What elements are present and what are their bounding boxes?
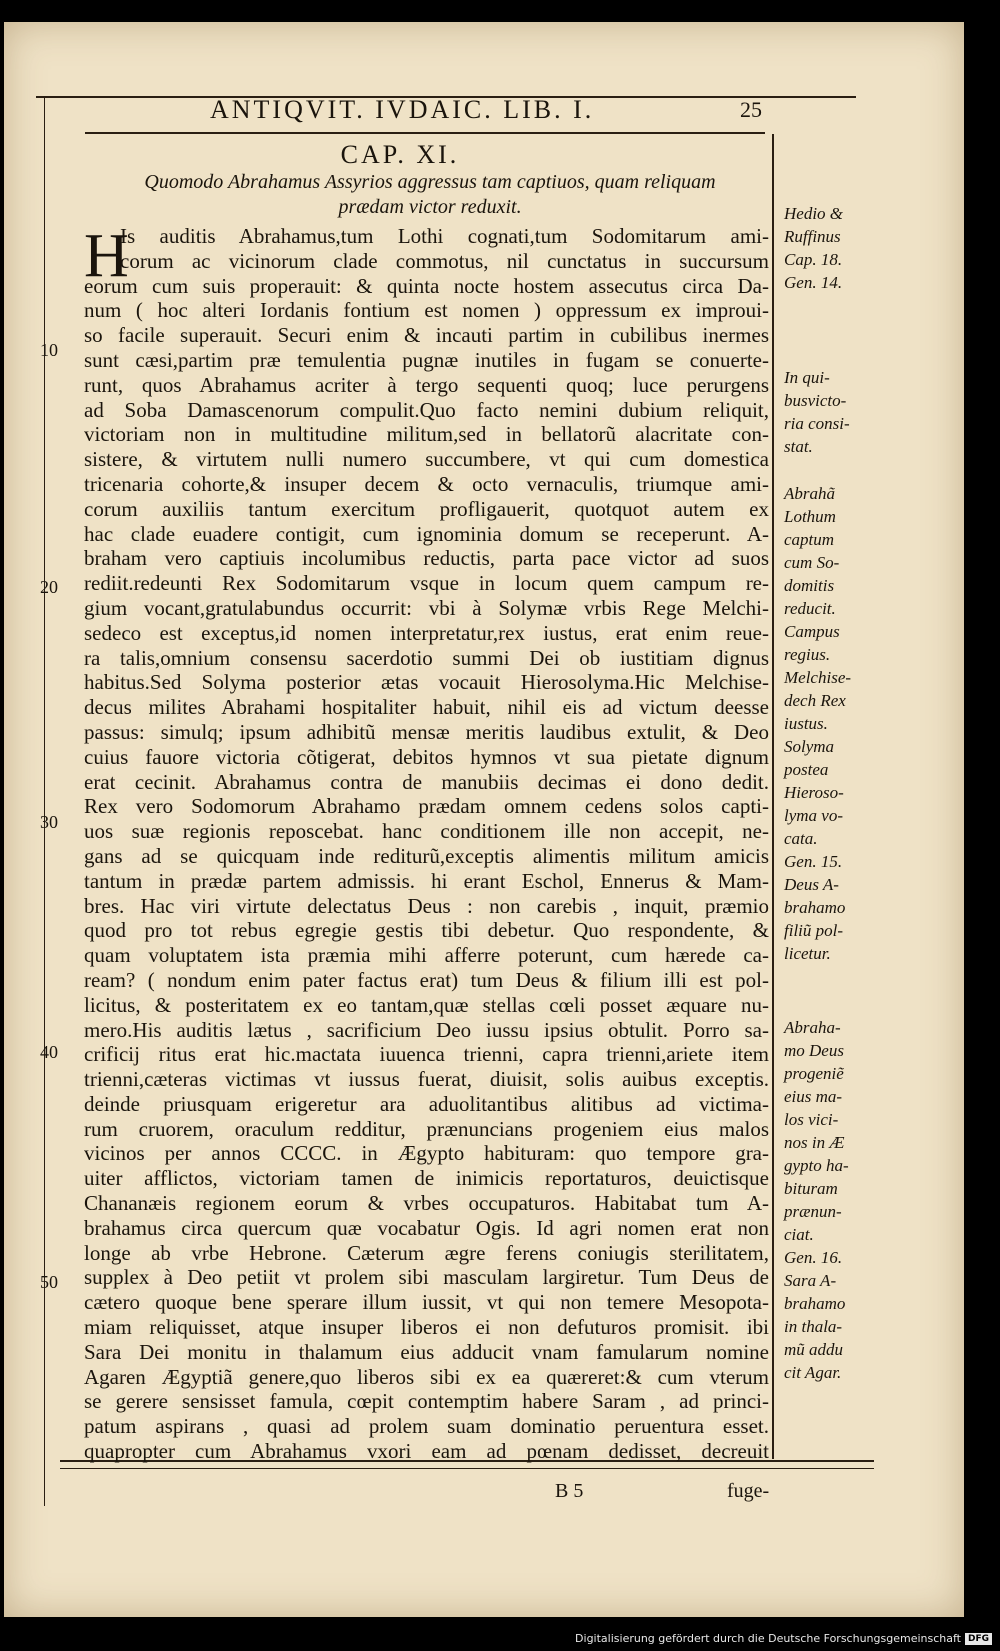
- marginal-line: Gen. 14.: [784, 273, 843, 292]
- text-line: sunt cæsi,partim præ temulentia pugnæ inutiles in fugam se conuerte-: [84, 347, 769, 372]
- line-number: 20: [40, 577, 58, 597]
- marginal-line: Abrahã: [784, 484, 835, 503]
- line-number: 30: [40, 812, 58, 832]
- text-line: hac clade euadere contigit, cum ignominia domum se receperunt. A-: [84, 521, 769, 546]
- marginal-line: eius ma-: [784, 1087, 843, 1106]
- marginal-line: In qui-: [784, 368, 830, 387]
- text-line: sistere, & virtutem nulli numero succumbere, vt qui cum domestica: [84, 447, 769, 472]
- marginal-line: bituram: [784, 1179, 838, 1198]
- marginal-note: [784, 1016, 874, 1384]
- marginal-line: brahamo: [784, 898, 846, 917]
- text-line: corum ac vicinorum clade commotus, nil cunctatus in succursum: [120, 248, 769, 273]
- text-line: tricenaria cohorte,& insuper decem & octo vernaculis, triumque ami-: [84, 471, 769, 496]
- text-line: uiter afflictos, victoriam tamen de inimicis reportaturos, deuictisque: [84, 1166, 769, 1191]
- marginal-line: Ruffinus: [784, 227, 841, 246]
- text-line: num ( hoc alteri Iordanis fontium est nomen ) oppressum ex improui-: [84, 298, 769, 323]
- body-text: [84, 224, 769, 1464]
- text-line: Rex vero Sodomorum Abrahamo prædam omnem cedens solos capti-: [84, 794, 769, 819]
- marginal-line: Hedio &: [784, 204, 844, 223]
- marginal-line: mũ addu: [784, 1340, 844, 1359]
- marginal-line: cit Agar.: [784, 1363, 842, 1382]
- text-line: erat cecinit. Abrahamus contra de manubiis decimas ei dono dedit.: [84, 769, 769, 794]
- marginal-line: los vici-: [784, 1110, 839, 1129]
- marginal-line: Deus A-: [784, 875, 839, 894]
- marginal-line: Cap. 18.: [784, 250, 843, 269]
- text-line: uos suæ regionis reposcebat. hanc conditionem ille non accepit, ne-: [84, 819, 769, 844]
- text-line: longe ab vrbe Hebrone. Cæterum ægre ferens coniugis sterilitatem,: [84, 1240, 769, 1265]
- digitization-credit: [575, 1632, 992, 1645]
- marginal-line: stat.: [784, 437, 813, 456]
- marginal-line: in thala-: [784, 1317, 843, 1336]
- text-line: patum aspirans , quasi ad prolem suam dominatio peruentura esset.: [84, 1414, 769, 1439]
- marginal-line: ria consi-: [784, 414, 850, 433]
- subtitle-line: prædam victor reduxit.: [338, 196, 522, 218]
- credit-text: Digitalisierung gefördert durch die Deutsche Forschungsgemeinschaft: [575, 1632, 961, 1645]
- text-line: mero.His auditis lætus , sacrificium Deo iussu ipsius obtulit. Porro sa-: [84, 1017, 769, 1042]
- drop-cap: H: [84, 222, 129, 290]
- marginal-line: captum: [784, 530, 835, 549]
- text-line: se gerere sensisset famula, cœpit contemptim habere Saram , ad princi-: [84, 1389, 769, 1414]
- text-line: cuius fauore victoria cõtigerat, debitos hymnos vt sua pietate dignum: [84, 744, 769, 769]
- text-line: Is auditis Abrahamus,tum Lothi cognati,tum Sodomitarum ami-: [120, 224, 769, 248]
- text-line: rum cruorem, oraculum redditur, prænuncians progeniem eius malos: [84, 1116, 769, 1141]
- chapter-heading: CAP. XI.: [340, 140, 460, 169]
- text-line: supplex à Deo petiit vt prolem sibi masculam largiretur. Tum Deus de: [84, 1265, 769, 1290]
- text-line: ream? ( nondum enim pater factus erat) tum Deus & filium illi est pol-: [84, 967, 769, 992]
- marginal-line: Lothum: [784, 507, 836, 526]
- marginal-line: reducit.: [784, 599, 836, 618]
- text-line: sedeco est exceptus,id nomen interpretatur,rex iustus, erat enim reue-: [84, 620, 769, 645]
- text-line: brahamus circa quercum quæ vocabatur Ogis. Id agri nomen erat non: [84, 1215, 769, 1240]
- marginal-line: prænun-: [784, 1202, 842, 1221]
- text-line: quod pro tot rebus egregie gestis tibi debetur. Quo respondente, &: [84, 918, 769, 943]
- marginal-line: Sara A-: [784, 1271, 837, 1290]
- text-line: vicinos per annos CCCC. in Ægypto habituram: quo tempore gra-: [84, 1141, 769, 1166]
- marginal-line: postea: [784, 760, 829, 779]
- dfg-logo: DFG: [965, 1633, 992, 1645]
- text-line: crificij ritus erat hic.mactata iuuenca trienni, capra trienni,ariete item: [84, 1042, 769, 1067]
- marginal-line: Abraha-: [784, 1018, 841, 1037]
- text-line: gium vocant,gratulabundus occurrit: vbi à Solymæ vrbis Rege Melchi-: [84, 595, 769, 620]
- marginal-line: regius.: [784, 645, 831, 664]
- header-rule: [85, 132, 765, 134]
- text-line: ra talis,omnium consensu sacerdotio summi Dei ob iustitiam dignus: [84, 645, 769, 670]
- marginal-note: [784, 366, 874, 458]
- left-margin-rule: [44, 96, 45, 1506]
- marginal-note: [784, 202, 874, 294]
- marginal-line: licetur.: [784, 944, 831, 963]
- marginal-line: mo Deus: [784, 1041, 844, 1060]
- marginal-line: progeniẽ: [784, 1064, 844, 1083]
- running-head: ANTIQVIT. IVDAIC. LIB. I.: [210, 95, 595, 124]
- marginal-line: Campus: [784, 622, 840, 641]
- marginal-line: gypto ha-: [784, 1156, 849, 1175]
- text-line: passus: simulq; ipsum adhibitũ mensæ meritis laudibus extulit, & Deo: [84, 719, 769, 744]
- text-line: cætero quoque bene sperare illum iussit, vt qui non temere Mesopota-: [84, 1290, 769, 1315]
- marginal-line: filiũ pol-: [784, 921, 844, 940]
- marginal-note: [784, 482, 874, 965]
- marginal-line: dech Rex: [784, 691, 846, 710]
- page-number: 25: [740, 97, 762, 122]
- text-line: rediit.redeunti Rex Sodomitarum vsque in locum quem campum re-: [84, 571, 769, 596]
- marginal-line: Hieroso-: [784, 783, 844, 802]
- text-line: trienni,cæteras victimas vt iussus fuerat, diuisit, solis auibus exceptis.: [84, 1067, 769, 1092]
- catchword: fuge-: [727, 1480, 770, 1502]
- text-line: victoriam non in multitudine militum,sed in bellatorũ alacritate con-: [84, 422, 769, 447]
- chapter-subtitle: [90, 170, 770, 220]
- text-line: licitus, & posteritatem ex eo tantam,quæ stellas cœli posset æquare nu-: [84, 992, 769, 1017]
- text-line: Chananæis regionem eorum & vrbes occupaturos. Habitabat tum A-: [84, 1191, 769, 1216]
- marginal-line: cum So-: [784, 553, 840, 572]
- signature-mark: B 5: [555, 1480, 584, 1502]
- marginal-line: Melchise-: [784, 668, 852, 687]
- subtitle-line: Quomodo Abrahamus Assyrios aggressus tam captiuos, quam reliquam: [144, 171, 716, 193]
- text-line: bres. Hac viri virtute delectatus Deus : non carebis , inquit, præmio: [84, 893, 769, 918]
- text-line: decus milites Abrahami hospitaliter habuit, nihil eis ad victum deesse: [84, 695, 769, 720]
- line-number: 40: [40, 1042, 58, 1062]
- text-line: so facile superauit. Securi enim & incauti partim in cubilibus inermes: [84, 323, 769, 348]
- marginal-line: lyma vo-: [784, 806, 844, 825]
- text-line: gans ad se quicquam inde rediturũ,exceptis alimentis militum amicis: [84, 843, 769, 868]
- line-number: 10: [40, 340, 58, 360]
- text-line: deinde priusquam erigeretur ara aduolitantibus alitibus ad victima-: [84, 1091, 769, 1116]
- text-line: miam reliquisset, atque insuper liberos ei non defuturos promisit. ibi: [84, 1315, 769, 1340]
- marginal-line: iustus.: [784, 714, 828, 733]
- text-line: ad Soba Damascenorum compulit.Quo facto nemini dubium reliquit,: [84, 397, 769, 422]
- text-line: Sara Dei monitu in thalamum eius adducit vnam famularum nomine: [84, 1339, 769, 1364]
- marginal-line: nos in Æ: [784, 1133, 845, 1152]
- marginal-line: Gen. 15.: [784, 852, 843, 871]
- text-line: quapropter cum Abrahamus vxori eam ad pœnam dedisset, decreuit: [84, 1439, 769, 1464]
- text-line: quam voluptatem ista præmia mihi afferre poterunt, cum hærede ca-: [84, 943, 769, 968]
- text-line: tantum in prædæ partem admissis. hi erant Eschol, Ennerus & Mam-: [84, 868, 769, 893]
- marginal-line: ciat.: [784, 1225, 814, 1244]
- text-line: eorum cum suis properauit: & quinta nocte hostem assecutus circa Da-: [84, 273, 769, 298]
- column-rule: [772, 134, 774, 1459]
- text-line: habitus.Sed Solyma posterior ætas vocauit Hierosolyma.Hic Melchise-: [84, 670, 769, 695]
- line-number: 50: [40, 1272, 58, 1292]
- marginal-line: Gen. 16.: [784, 1248, 843, 1267]
- marginal-line: Solyma: [784, 737, 835, 756]
- marginal-line: brahamo: [784, 1294, 846, 1313]
- text-line: runt, quos Abrahamus acriter à tergo sequenti quoq; luce perurgens: [84, 372, 769, 397]
- text-line: Agaren Ægyptiã genere,quo liberos sibi ex ea quæreret:& cum vterum: [84, 1364, 769, 1389]
- marginal-line: cata.: [784, 829, 818, 848]
- marginal-line: domitis: [784, 576, 835, 595]
- bottom-rule-thin: [60, 1468, 874, 1469]
- text-line: braham vero captiuis incolumibus reductis, parta pace victor ad suos: [84, 546, 769, 571]
- text-line: corum auxiliis tantum exercitum profligauerit, quotquot autem ex: [84, 496, 769, 521]
- marginal-line: busvicto-: [784, 391, 847, 410]
